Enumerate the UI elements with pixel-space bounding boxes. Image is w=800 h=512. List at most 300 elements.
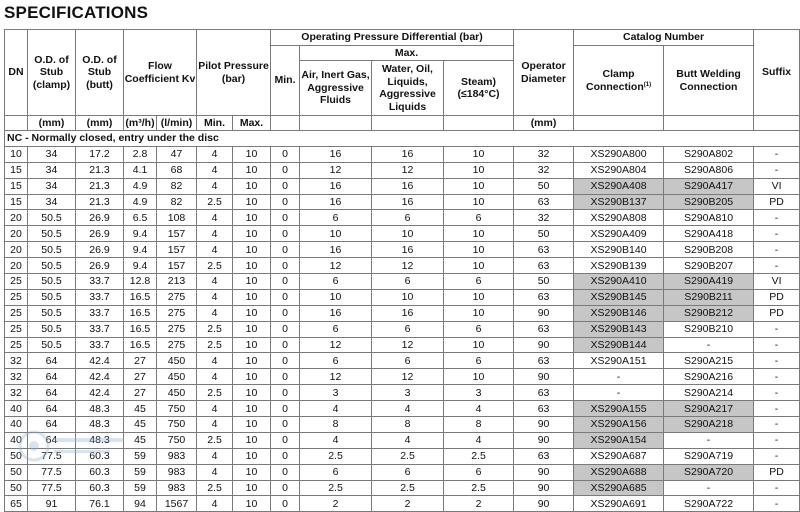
cell-kv-lmin: 47: [157, 146, 197, 162]
cell-pilot-min: 4: [197, 289, 233, 305]
table-row: [5, 210, 800, 226]
cell-suffix: -: [754, 162, 800, 178]
cell-air-gas: 16: [300, 242, 372, 258]
cell-od-clamp: 50.5: [28, 242, 76, 258]
cell-pilot-min: 4: [197, 305, 233, 321]
unit-cell: (mm): [76, 116, 124, 131]
cell-dn: 20: [5, 258, 28, 274]
cell-pilot-max: 10: [233, 321, 271, 337]
cell-opd-min: 0: [271, 194, 300, 210]
cell-kv-lmin: 108: [157, 210, 197, 226]
cell-air-gas: 12: [300, 369, 372, 385]
cell-od-butt: 42.4: [76, 385, 124, 401]
cell-kv-lmin: 450: [157, 385, 197, 401]
cell-steam: 4: [444, 432, 514, 448]
cell-butt-welding: S290A214: [664, 385, 754, 401]
cell-opd-min: 0: [271, 321, 300, 337]
cell-air-gas: 12: [300, 162, 372, 178]
section-row: [5, 131, 800, 147]
cell-pilot-max: 10: [233, 178, 271, 194]
header-suffix: Suffix: [754, 30, 800, 116]
cell-dn: 32: [5, 353, 28, 369]
cell-pilot-min: 4: [197, 210, 233, 226]
cell-water-oil: 10: [372, 289, 444, 305]
cell-clamp-connection: XS290A685: [574, 480, 664, 496]
cell-kv-lmin: 275: [157, 289, 197, 305]
cell-od-butt: 33.7: [76, 289, 124, 305]
cell-water-oil: 6: [372, 464, 444, 480]
cell-steam: 10: [444, 162, 514, 178]
cell-pilot-max: 10: [233, 258, 271, 274]
cell-steam: 10: [444, 194, 514, 210]
cell-suffix: -: [754, 496, 800, 512]
cell-od-clamp: 64: [28, 401, 76, 417]
cell-dn: 25: [5, 274, 28, 290]
cell-kv-lmin: 1567: [157, 496, 197, 512]
cell-kv-m3h: 59: [124, 464, 157, 480]
cell-steam: 10: [444, 146, 514, 162]
cell-pilot-min: 4: [197, 274, 233, 290]
cell-od-clamp: 34: [28, 194, 76, 210]
cell-od-butt: 26.9: [76, 210, 124, 226]
cell-steam: 10: [444, 289, 514, 305]
cell-operator-diameter: 63: [514, 194, 574, 210]
cell-suffix: -: [754, 210, 800, 226]
cell-water-oil: 12: [372, 369, 444, 385]
cell-air-gas: 10: [300, 226, 372, 242]
unit-cell: (m³/h): [125, 116, 155, 129]
header-od-clamp: O.D. of Stub (clamp): [28, 30, 76, 116]
cell-od-clamp: 50.5: [28, 289, 76, 305]
cell-steam: 10: [444, 178, 514, 194]
cell-dn: 20: [5, 226, 28, 242]
cell-kv-m3h: 4.9: [124, 194, 157, 210]
cell-clamp-connection: XS290A156: [574, 417, 664, 433]
cell-operator-diameter: 63: [514, 385, 574, 401]
cell-od-clamp: 77.5: [28, 480, 76, 496]
table-row: [5, 401, 800, 417]
cell-steam: 2: [444, 496, 514, 512]
table-row: [5, 194, 800, 210]
cell-opd-min: 0: [271, 162, 300, 178]
cell-clamp-connection: XS290A155: [574, 401, 664, 417]
cell-opd-min: 0: [271, 146, 300, 162]
cell-kv-m3h: 59: [124, 480, 157, 496]
cell-suffix: -: [754, 226, 800, 242]
cell-clamp-connection: -: [574, 369, 664, 385]
cell-steam: 6: [444, 464, 514, 480]
cell-suffix: -: [754, 146, 800, 162]
cell-air-gas: 6: [300, 464, 372, 480]
cell-air-gas: 16: [300, 194, 372, 210]
cell-operator-diameter: 90: [514, 480, 574, 496]
cell-dn: 32: [5, 369, 28, 385]
cell-od-butt: 42.4: [76, 369, 124, 385]
cell-dn: 40: [5, 401, 28, 417]
cell-suffix: VI: [754, 178, 800, 194]
cell-suffix: -: [754, 353, 800, 369]
cell-kv-lmin: 275: [157, 337, 197, 353]
cell-od-clamp: 77.5: [28, 464, 76, 480]
cell-opd-min: 0: [271, 258, 300, 274]
unit-cell: Min.: [197, 116, 233, 131]
cell-od-butt: 76.1: [76, 496, 124, 512]
cell-butt-welding: -: [664, 480, 754, 496]
cell-operator-diameter: 90: [514, 432, 574, 448]
cell-suffix: -: [754, 417, 800, 433]
header-flow-coefficient: Flow Coefficient Kv: [124, 30, 197, 116]
cell-pilot-max: 10: [233, 146, 271, 162]
unit-cell: [271, 116, 300, 131]
page-title: SPECIFICATIONS: [4, 3, 149, 22]
unit-cell: [754, 116, 800, 131]
cell-pilot-min: 2.5: [197, 258, 233, 274]
cell-water-oil: 10: [372, 226, 444, 242]
unit-cell: [664, 116, 754, 131]
cell-butt-welding: S290B207: [664, 258, 754, 274]
cell-pilot-max: 10: [233, 289, 271, 305]
cell-kv-m3h: 12.8: [124, 274, 157, 290]
cell-water-oil: 4: [372, 432, 444, 448]
cell-dn: 25: [5, 289, 28, 305]
unit-cell: [574, 116, 664, 131]
cell-kv-lmin: 157: [157, 226, 197, 242]
cell-water-oil: 16: [372, 305, 444, 321]
cell-kv-lmin: 983: [157, 464, 197, 480]
cell-kv-lmin: 983: [157, 448, 197, 464]
cell-steam: 2.5: [444, 480, 514, 496]
unit-cell: [372, 116, 444, 131]
cell-operator-diameter: 90: [514, 417, 574, 433]
cell-kv-m3h: 16.5: [124, 289, 157, 305]
table-header: [5, 30, 800, 131]
cell-kv-m3h: 45: [124, 417, 157, 433]
cell-dn: 25: [5, 321, 28, 337]
cell-kv-lmin: 983: [157, 480, 197, 496]
cell-butt-welding: S290A217: [664, 401, 754, 417]
cell-od-butt: 33.7: [76, 305, 124, 321]
cell-dn: 50: [5, 464, 28, 480]
cell-butt-welding: S290A719: [664, 448, 754, 464]
cell-water-oil: 12: [372, 337, 444, 353]
cell-butt-welding: S290A215: [664, 353, 754, 369]
cell-suffix: -: [754, 432, 800, 448]
cell-kv-lmin: 450: [157, 353, 197, 369]
table-row: [5, 178, 800, 194]
cell-clamp-connection: XS290A808: [574, 210, 664, 226]
cell-od-clamp: 64: [28, 385, 76, 401]
cell-od-butt: 60.3: [76, 464, 124, 480]
cell-water-oil: 6: [372, 353, 444, 369]
cell-butt-welding: -: [664, 337, 754, 353]
cell-pilot-max: 10: [233, 417, 271, 433]
cell-pilot-max: 10: [233, 480, 271, 496]
specifications-table: [4, 29, 800, 512]
cell-clamp-connection: XS290A691: [574, 496, 664, 512]
cell-butt-welding: S290A722: [664, 496, 754, 512]
cell-kv-m3h: 27: [124, 385, 157, 401]
cell-od-clamp: 34: [28, 178, 76, 194]
unit-cell: (l/min): [157, 116, 197, 131]
cell-air-gas: 8: [300, 417, 372, 433]
cell-water-oil: 6: [372, 321, 444, 337]
table-row: [5, 480, 800, 496]
cell-butt-welding: S290B210: [664, 321, 754, 337]
cell-pilot-min: 4: [197, 401, 233, 417]
cell-pilot-max: 10: [233, 210, 271, 226]
cell-kv-lmin: 450: [157, 369, 197, 385]
cell-kv-m3h: 45: [124, 401, 157, 417]
cell-clamp-connection: XS290A154: [574, 432, 664, 448]
cell-clamp-connection: XS290A804: [574, 162, 664, 178]
table-row: [5, 162, 800, 178]
cell-kv-lmin: 68: [157, 162, 197, 178]
cell-suffix: -: [754, 385, 800, 401]
cell-pilot-min: 4: [197, 448, 233, 464]
cell-operator-diameter: 50: [514, 274, 574, 290]
cell-operator-diameter: 63: [514, 242, 574, 258]
cell-od-clamp: 34: [28, 162, 76, 178]
cell-od-clamp: 50.5: [28, 210, 76, 226]
cell-dn: 25: [5, 305, 28, 321]
cell-pilot-max: 10: [233, 385, 271, 401]
cell-opd-min: 0: [271, 242, 300, 258]
cell-od-clamp: 34: [28, 146, 76, 162]
cell-clamp-connection: XS290B146: [574, 305, 664, 321]
cell-air-gas: 2.5: [300, 448, 372, 464]
cell-kv-m3h: 59: [124, 448, 157, 464]
cell-kv-lmin: 213: [157, 274, 197, 290]
cell-pilot-max: 10: [233, 337, 271, 353]
cell-steam: 4: [444, 401, 514, 417]
section-label: NC - Normally closed, entry under the disc: [5, 131, 800, 147]
cell-pilot-min: 4: [197, 417, 233, 433]
cell-steam: 8: [444, 417, 514, 433]
cell-butt-welding: S290A810: [664, 210, 754, 226]
cell-clamp-connection: XS290A408: [574, 178, 664, 194]
cell-air-gas: 2.5: [300, 480, 372, 496]
cell-operator-diameter: 63: [514, 258, 574, 274]
cell-air-gas: 6: [300, 321, 372, 337]
table-row: [5, 369, 800, 385]
cell-kv-m3h: 4.9: [124, 178, 157, 194]
cell-pilot-min: 2.5: [197, 321, 233, 337]
cell-od-butt: 21.3: [76, 194, 124, 210]
cell-dn: 15: [5, 178, 28, 194]
cell-pilot-min: 4: [197, 369, 233, 385]
cell-water-oil: 8: [372, 417, 444, 433]
cell-dn: 40: [5, 432, 28, 448]
cell-operator-diameter: 32: [514, 210, 574, 226]
header-water-oil: Water, Oil, Liquids, Aggressive Liquids: [372, 61, 444, 116]
cell-pilot-min: 2.5: [197, 385, 233, 401]
cell-pilot-min: 4: [197, 146, 233, 162]
cell-kv-lmin: 275: [157, 305, 197, 321]
cell-clamp-connection: XS290A688: [574, 464, 664, 480]
cell-pilot-max: 10: [233, 448, 271, 464]
cell-od-clamp: 50.5: [28, 321, 76, 337]
cell-kv-m3h: 9.4: [124, 226, 157, 242]
cell-od-butt: 17.2: [76, 146, 124, 162]
cell-od-butt: 26.9: [76, 242, 124, 258]
cell-od-butt: 21.3: [76, 178, 124, 194]
cell-suffix: VI: [754, 274, 800, 290]
table-row: [5, 146, 800, 162]
cell-kv-m3h: 2.8: [124, 146, 157, 162]
cell-suffix: PD: [754, 305, 800, 321]
cell-clamp-connection: XS290A151: [574, 353, 664, 369]
cell-clamp-connection: XS290B137: [574, 194, 664, 210]
cell-opd-min: 0: [271, 385, 300, 401]
cell-water-oil: 2: [372, 496, 444, 512]
table-row: [5, 242, 800, 258]
table-row: [5, 448, 800, 464]
cell-kv-m3h: 16.5: [124, 337, 157, 353]
cell-pilot-max: 10: [233, 162, 271, 178]
cell-pilot-max: 10: [233, 305, 271, 321]
cell-butt-welding: S290B211: [664, 289, 754, 305]
cell-water-oil: 12: [372, 162, 444, 178]
cell-butt-welding: -: [664, 432, 754, 448]
cell-clamp-connection: XS290B140: [574, 242, 664, 258]
cell-clamp-connection: XS290A409: [574, 226, 664, 242]
cell-pilot-max: 10: [233, 432, 271, 448]
cell-pilot-min: 4: [197, 353, 233, 369]
cell-clamp-connection: XS290A410: [574, 274, 664, 290]
cell-od-butt: 26.9: [76, 226, 124, 242]
cell-pilot-max: 10: [233, 353, 271, 369]
cell-air-gas: 4: [300, 432, 372, 448]
cell-operator-diameter: 90: [514, 305, 574, 321]
header-pilot-pressure: Pilot Pressure (bar): [197, 30, 271, 116]
cell-operator-diameter: 50: [514, 178, 574, 194]
cell-kv-m3h: 27: [124, 369, 157, 385]
cell-opd-min: 0: [271, 369, 300, 385]
cell-kv-m3h: 45: [124, 432, 157, 448]
cell-suffix: PD: [754, 289, 800, 305]
cell-od-butt: 48.3: [76, 432, 124, 448]
cell-kv-m3h: 94: [124, 496, 157, 512]
cell-operator-diameter: 90: [514, 464, 574, 480]
cell-operator-diameter: 63: [514, 353, 574, 369]
cell-operator-diameter: 90: [514, 369, 574, 385]
cell-steam: 6: [444, 274, 514, 290]
table-row: [5, 258, 800, 274]
cell-butt-welding: S290A418: [664, 226, 754, 242]
cell-steam: 10: [444, 369, 514, 385]
cell-od-butt: 60.3: [76, 448, 124, 464]
unit-cell: [444, 116, 514, 131]
cell-opd-min: 0: [271, 417, 300, 433]
cell-dn: 25: [5, 337, 28, 353]
cell-od-clamp: 64: [28, 353, 76, 369]
cell-water-oil: 2.5: [372, 448, 444, 464]
cell-clamp-connection: XS290B144: [574, 337, 664, 353]
cell-suffix: -: [754, 369, 800, 385]
cell-air-gas: 4: [300, 401, 372, 417]
cell-air-gas: 6: [300, 210, 372, 226]
cell-pilot-max: 10: [233, 401, 271, 417]
table-row: [5, 385, 800, 401]
table-row: [5, 289, 800, 305]
cell-od-clamp: 50.5: [28, 305, 76, 321]
table-row: [5, 464, 800, 480]
cell-od-butt: 21.3: [76, 162, 124, 178]
header-operating-pressure: Operating Pressure Differential (bar): [271, 30, 514, 46]
cell-air-gas: 10: [300, 289, 372, 305]
cell-dn: 50: [5, 448, 28, 464]
cell-kv-m3h: 6.5: [124, 210, 157, 226]
header-max: Max.: [300, 46, 514, 61]
cell-od-clamp: 64: [28, 432, 76, 448]
cell-kv-lmin: 82: [157, 178, 197, 194]
cell-steam: 3: [444, 385, 514, 401]
cell-dn: 65: [5, 496, 28, 512]
cell-opd-min: 0: [271, 480, 300, 496]
cell-water-oil: 16: [372, 242, 444, 258]
cell-od-clamp: 50.5: [28, 226, 76, 242]
footnote-marker: (1): [643, 81, 652, 88]
cell-opd-min: 0: [271, 289, 300, 305]
cell-od-clamp: 50.5: [28, 274, 76, 290]
cell-pilot-max: 10: [233, 369, 271, 385]
cell-od-clamp: 64: [28, 417, 76, 433]
cell-opd-min: 0: [271, 448, 300, 464]
cell-clamp-connection: XS290A687: [574, 448, 664, 464]
cell-air-gas: 16: [300, 305, 372, 321]
cell-opd-min: 0: [271, 353, 300, 369]
cell-kv-lmin: 157: [157, 242, 197, 258]
cell-suffix: -: [754, 258, 800, 274]
cell-suffix: -: [754, 321, 800, 337]
cell-water-oil: 2.5: [372, 480, 444, 496]
cell-water-oil: 3: [372, 385, 444, 401]
cell-od-butt: 48.3: [76, 401, 124, 417]
cell-steam: 10: [444, 258, 514, 274]
unit-cell: [300, 116, 372, 131]
header-operator-diameter: Operator Diameter: [514, 30, 574, 116]
cell-kv-lmin: 157: [157, 258, 197, 274]
cell-opd-min: 0: [271, 226, 300, 242]
cell-water-oil: 6: [372, 274, 444, 290]
cell-dn: 40: [5, 417, 28, 433]
cell-operator-diameter: 63: [514, 401, 574, 417]
cell-opd-min: 0: [271, 305, 300, 321]
cell-air-gas: 12: [300, 258, 372, 274]
cell-steam: 6: [444, 210, 514, 226]
cell-butt-welding: S290A720: [664, 464, 754, 480]
cell-steam: 10: [444, 226, 514, 242]
table-row: [5, 226, 800, 242]
cell-od-clamp: 50.5: [28, 337, 76, 353]
cell-pilot-min: 2.5: [197, 337, 233, 353]
cell-operator-diameter: 63: [514, 321, 574, 337]
cell-steam: 10: [444, 242, 514, 258]
cell-clamp-connection: XS290B139: [574, 258, 664, 274]
cell-kv-m3h: 16.5: [124, 321, 157, 337]
cell-pilot-max: 10: [233, 242, 271, 258]
cell-pilot-max: 10: [233, 496, 271, 512]
header-catalog-number: Catalog Number: [574, 30, 754, 46]
cell-clamp-connection: -: [574, 385, 664, 401]
cell-operator-diameter: 90: [514, 337, 574, 353]
cell-pilot-min: 2.5: [197, 432, 233, 448]
cell-air-gas: 6: [300, 353, 372, 369]
cell-butt-welding: S290A218: [664, 417, 754, 433]
cell-opd-min: 0: [271, 464, 300, 480]
cell-water-oil: 12: [372, 258, 444, 274]
cell-pilot-min: 4: [197, 178, 233, 194]
